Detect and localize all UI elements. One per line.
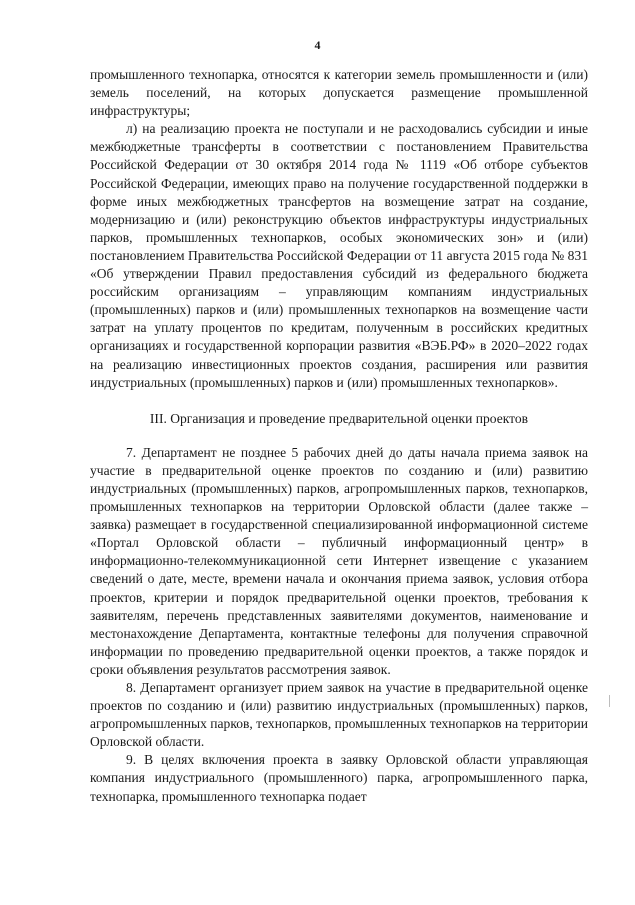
scan-artifact xyxy=(609,695,610,707)
paragraph-8: 8. Департамент организует прием заявок на участие в предварительной оценке проектов по созданию и (или) развитию индустриальных (промышленных) парков, агропромышленных парков, технопарков, промышленных технопарков на территории Орловской области. xyxy=(90,680,588,750)
paragraph-7: 7. Департамент не позднее 5 рабочих дней до даты начала приема заявок на участие в предварительной оценке проектов по созданию и (или) развитию индустриальных (промышленных) парков, агропромышленных парков, технопарков, промышленных технопарков на территории Орловской области (далее также – заявка) размещает в государственной специализированной информационной системе «Портал Орловской области – публичный информационный центр» в информационно-телекоммуникационной сети Интернет извещение с указанием сведений о дате, месте, времени начала и окончания приема заявок, условия отбора проектов, критерии и порядок предварительной оценки проектов, требования к заявителям, перечень представленных заявителями документов, наименование и местонахождение Департамента, контактные телефоны для получения справочной информации по проведению предварительной оценки проектов, а также порядок и сроки объявления результатов рассмотрения заявок. xyxy=(90,444,588,677)
section-heading: III. Организация и проведение предварительной оценки проектов xyxy=(149,410,529,426)
page-number: 4 xyxy=(314,38,321,52)
paragraph-9: 9. В целях включения проекта в заявку Орловской области управляющая компания индустриального (промышленного) парка, агропромышленного парка, технопарка, промышленного технопарка подает xyxy=(90,752,588,804)
document-body xyxy=(90,66,588,806)
paragraph-continuation: промышленного технопарка, относятся к категории земель промышленности и (или) земель поселений, на которых допускается размещение промышленной инфраструктуры; xyxy=(90,67,588,119)
paragraph-item-l: л) на реализацию проекта не поступали и не расходовались субсидии и иные межбюджетные трансферты в соответствии с постановлением Правительства Российской Федерации от 30 октября 2014 года № 1119 «Об отборе субъектов Российской Федерации, имеющих право на получение государственной поддержки в форме иных межбюджетных трансфертов на возмещение затрат на создание, модернизацию и (или) реконструкцию объектов инфраструктуры индустриальных парков, промышленных технопарков, особых экономических зон» и (или) постановлением Правительства Российской Федерации от 11 августа 2015 года № 831 «Об утверждении Правил предоставления субсидий из федерального бюджета российским организациям – управляющим компаниям индустриальных (промышленных) парков и (или) промышленных технопарков на возмещение части затрат на уплату процентов по кредитам, полученным в российских кредитных организациях и государственной корпорации развития «ВЭБ.РФ» в 2020–2022 годах на реализацию инвестиционных проектов создания, расширения или развития индустриальных (промышленных) парков и (или) промышленных технопарков». xyxy=(90,121,588,390)
